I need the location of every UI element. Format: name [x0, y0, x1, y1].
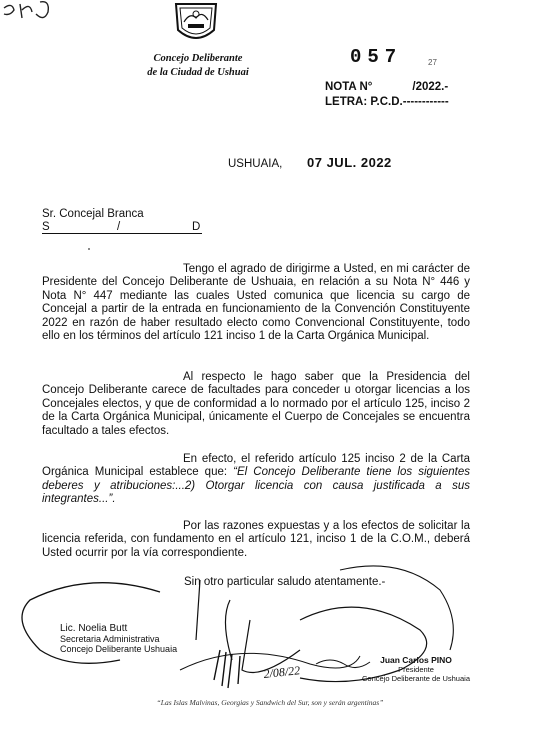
paragraph-1: [42, 263, 470, 343]
sd-slash: /: [117, 221, 121, 233]
handwritten-date: 2/08/22: [262, 663, 301, 681]
right-signer-title-2: Concejo Deliberante de Ushuaia: [362, 674, 470, 683]
closing-line: Sin otro particular saludo atentamente.-: [184, 576, 386, 588]
left-signature-block: [60, 624, 177, 654]
stamp-number: 057: [350, 46, 403, 68]
council-line-2: de la Ciudad de Ushuai: [147, 67, 249, 78]
letra-line: LETRA: P.C.D.------------: [325, 96, 449, 108]
footer-motto: “Las Islas Malvinas, Georgias y Sandwich del Sur, son y serán argentinas”: [156, 698, 384, 707]
council-seal-icon: [170, 0, 222, 48]
speck: [88, 248, 90, 250]
recipient-name: Sr. Concejal Branca: [42, 208, 144, 220]
paragraph-3-quote: “El Concejo Deliberante tiene los siguientes deberes y atribuciones:...2) Otorgar licencia con causa justificada a sus integrantes...”.: [42, 466, 470, 506]
nota-label: NOTA N°: [325, 81, 373, 93]
left-signer-title-2: Concejo Deliberante Ushuaia: [60, 644, 178, 654]
recipient-sd-line: [42, 221, 202, 234]
left-signer-title-1: Secretaria Administrativa: [60, 634, 160, 644]
stamp-extra: 27: [428, 58, 437, 67]
paragraph-4-text: Por las razones expuestas y a los efectos de solicitar la licencia referida, con fundamento en el artículo 121, inciso 1 de la C.O.M., deberá Usted ocurrir por la vía correspondiente.: [42, 520, 470, 559]
right-signer-title-1: Presidente: [398, 665, 434, 674]
paragraph-2-text: Al respecto le hago saber que la Presidencia del Concejo Deliberante carece de facultades para conceder u otorgar licencias a los Concejales electos, y que de conformidad a lo normado por el artículo 125, inciso 2 de la Carta Orgánica Municipal, únicamente el Cuerpo de Concejales se encuentra facultado a tales efectos.: [42, 371, 470, 437]
paragraph-1-text: Tengo el agrado de dirigirme a Usted, en mi carácter de Presidente del Concejo Deliberante de Ushuaia, en relación a su Nota N° 446 y Nota N° 447 mediante las cuales Usted comunica que licencia su cargo de Concejal a partir de la entrada en funcionamiento de la Convención Constituyente 2022 en razón de haber resultado electo como Convencional Constituyente, todo ello en los términos del artículo 121 inciso 1 de la Carta Orgánica Municipal.: [42, 263, 470, 343]
nota-year: /2022.-: [412, 81, 449, 93]
paragraph-3: [42, 453, 470, 507]
right-signature-block: [362, 656, 470, 683]
paragraph-3-text: En efecto, el referido artículo 125 inciso 2 de la Carta Orgánica Municipal establece que:: [42, 453, 470, 479]
left-signer-name: Lic. Noelia Butt: [60, 623, 128, 634]
corner-handwritten-note: [0, 0, 80, 22]
paragraph-2: [42, 371, 470, 438]
paragraph-4: [42, 520, 470, 560]
date-city: USHUAIA,: [228, 158, 283, 170]
right-signer-name: Juan Carlos PINO: [380, 655, 452, 665]
reference-block: [325, 80, 449, 110]
sd-s: S: [42, 221, 50, 233]
date-stamp: 07 JUL. 2022: [307, 155, 392, 170]
council-heading: [128, 52, 268, 80]
council-line-1: Concejo Deliberante: [153, 53, 243, 64]
sd-d: D: [192, 221, 201, 233]
